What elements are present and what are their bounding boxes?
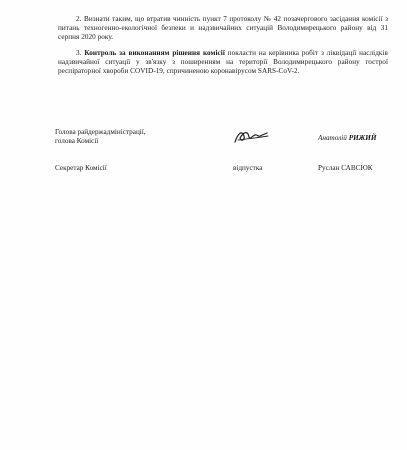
head-title-line1: Голова райдержадміністрації, [55, 128, 146, 136]
paragraph-2-text: 2. Визнати таким, що втратив чинність пункт 7 протоколу № 42 позачергового засідання комісії з питань техногенно-екологічної безпеки и надзвичайних ситуацій Володимирецького району від 31 серпня 2020 року. [58, 15, 388, 41]
head-title [55, 128, 146, 146]
head-title-line2: голова Комісії [55, 137, 99, 145]
head-name-surname: РИЖИЙ [348, 134, 377, 142]
paragraph-3-text: покласти на керівника робіт з ліквідації наслідків надзвичайної ситуації у зв'язку з поширенням на території Володимирецького району гострої респіраторної хвороби COVID-19, спричиненою коронавірусом SARS-CoV-2. [58, 49, 388, 75]
secretary-name: Руслан САВСЮК [318, 164, 373, 172]
paragraph-3-bold-lead: Контроль за виконанням рішення комісії [84, 49, 225, 57]
head-name [318, 134, 376, 143]
paragraph-2 [58, 15, 388, 42]
paragraph-3-number: 3. [76, 49, 82, 57]
head-name-given: Анатолій [318, 134, 347, 142]
handwritten-signature [232, 127, 270, 147]
secretary-title: Секретар Комісії [55, 164, 107, 172]
secretary-note: відпустка [233, 164, 263, 172]
paragraph-3 [58, 49, 388, 76]
